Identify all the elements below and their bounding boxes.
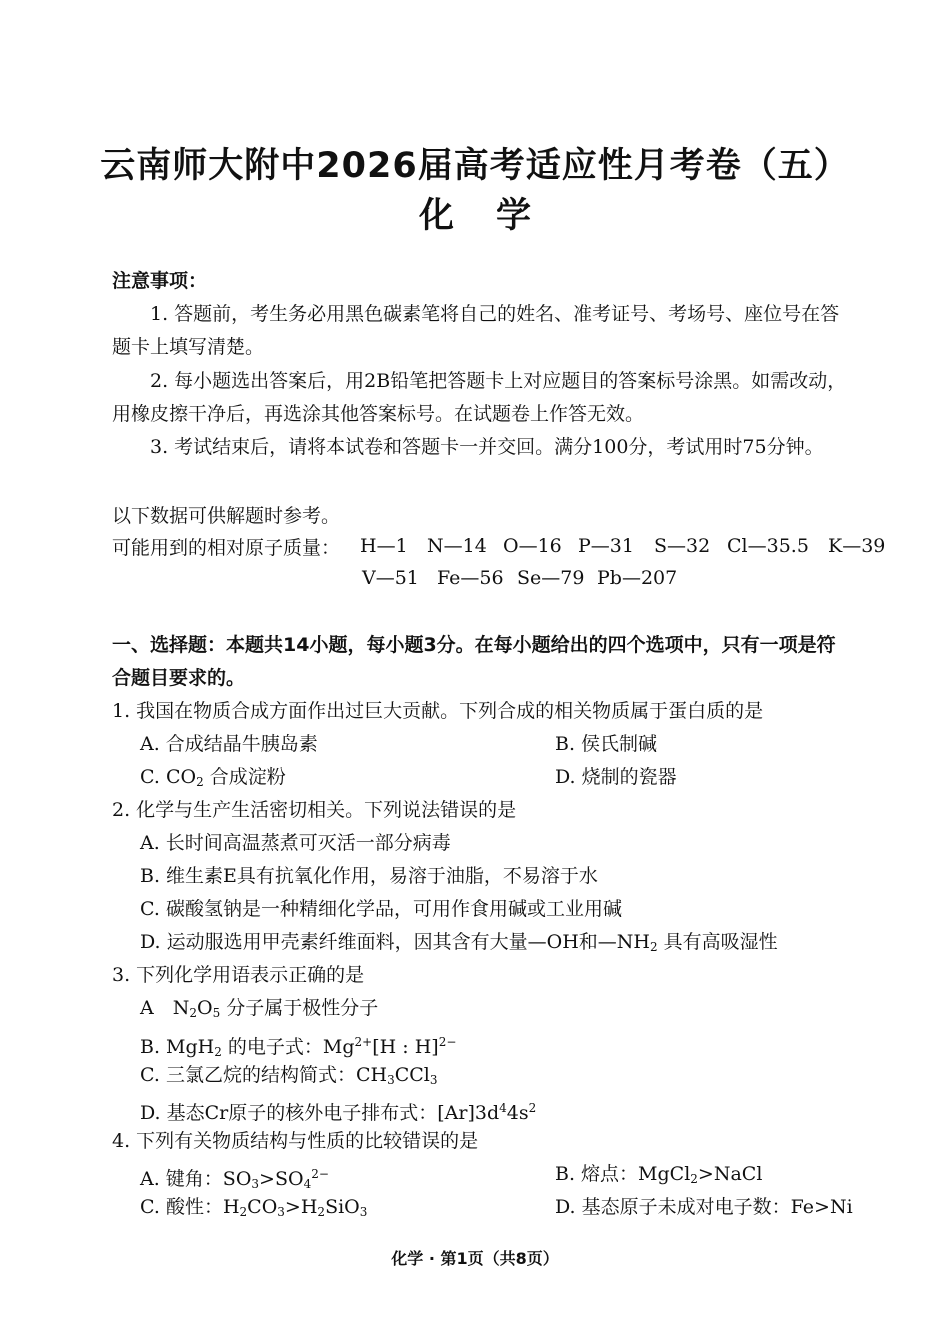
atomic-mass-label: 可能用到的相对原子质量： xyxy=(112,537,341,559)
q1-option-a: A. 合成结晶牛胰岛素 xyxy=(140,733,318,755)
atomic-mass-o: O—16 xyxy=(503,535,562,557)
atomic-mass-h: H—1 xyxy=(360,535,408,557)
q4-option-c: C. 酸性：$H_2CO_3>H_2SiO_3$ xyxy=(140,1196,368,1219)
q1-stem: 1. 我国在物质合成方面作出过巨大贡献。下列合成的相关物质属于蛋白质的是 xyxy=(112,700,764,722)
q3-option-d: D. 基态Cr原子的核外电子排布式：$[Ar]3d^44s^2$ xyxy=(140,1101,537,1124)
q4-option-a: A. 键角：$SO_3>SO_4^{2-}$ xyxy=(140,1167,329,1191)
notice-heading: 注意事项： xyxy=(112,270,208,292)
q1-option-d: D. 烧制的瓷器 xyxy=(555,766,677,788)
subject-title: 化学 xyxy=(418,196,573,236)
q4-stem: 4. 下列有关物质结构与性质的比较错误的是 xyxy=(112,1130,479,1152)
atomic-mass-k: K—39 xyxy=(828,535,886,557)
section-1-heading-line-2: 合题目要求的。 xyxy=(112,667,246,689)
q3-option-b: B. MgH$_2$ 的电子式：$Mg^{2+}[H$ : H]$^{2-}$ xyxy=(140,1035,457,1059)
atomic-mass-s: S—32 xyxy=(654,535,711,557)
reference-intro: 以下数据可供解题时参考。 xyxy=(112,505,341,527)
section-1-heading-line-1: 一、选择题：本题共14小题，每小题3分。在每小题给出的四个选项中，只有一项是符 xyxy=(112,634,836,656)
q4-option-b: B. 熔点：MgCl$_2$>NaCl xyxy=(555,1163,763,1186)
q3-stem: 3. 下列化学用语表示正确的是 xyxy=(112,964,365,986)
q1-option-c: C. $CO_2$ 合成淀粉 xyxy=(140,766,286,789)
atomic-mass-fe: Fe—56 xyxy=(437,567,504,589)
q2-stem: 2. 化学与生产生活密切相关。下列说法错误的是 xyxy=(112,799,517,821)
atomic-mass-cl: Cl—35.5 xyxy=(727,535,809,557)
q2-option-b: B. 维生素E具有抗氧化作用，易溶于油脂，不易溶于水 xyxy=(140,865,598,887)
notice-item-3: 3. 考试结束后，请将本试卷和答题卡一并交回。满分100分，考试用时75分钟。 xyxy=(150,436,824,458)
notice-item-1-line-1: 1. 答题前，考生务必用黑色碳素笔将自己的姓名、准考证号、考场号、座位号在答 xyxy=(150,303,840,325)
q1-option-b: B. 侯氏制碱 xyxy=(555,733,658,755)
q2-option-d: D. 运动服选用甲壳素纤维面料，因其含有大量—OH和$—NH_2$ 具有高吸湿性 xyxy=(140,931,778,954)
atomic-mass-pb: Pb—207 xyxy=(597,567,678,589)
notice-item-2-line-1: 2. 每小题选出答案后，用2B铅笔把答题卡上对应题目的答案标号涂黑。如需改动， xyxy=(150,370,847,392)
q2-option-a: A. 长时间高温蒸煮可灭活一部分病毒 xyxy=(140,832,451,854)
atomic-mass-p: P—31 xyxy=(578,535,634,557)
q3-option-c: C. 三氯乙烷的结构简式：$CH_3CCl_3$ xyxy=(140,1064,438,1087)
q4-option-d: D. 基态原子未成对电子数：Fe>Ni xyxy=(555,1196,853,1218)
notice-item-1-line-2: 题卡上填写清楚。 xyxy=(112,336,265,358)
q3-option-a: A $N_2O_5$ 分子属于极性分子 xyxy=(140,997,379,1020)
atomic-mass-se: Se—79 xyxy=(517,567,585,589)
atomic-mass-v: V—51 xyxy=(362,567,419,589)
notice-item-2-line-2: 用橡皮擦干净后，再选涂其他答案标号。在试题卷上作答无效。 xyxy=(112,403,645,425)
atomic-mass-n: N—14 xyxy=(427,535,487,557)
page-footer: 化学 · 第1页（共8页） xyxy=(391,1249,559,1268)
exam-title: 云南师大附中2026届高考适应性月考卷（五） xyxy=(100,146,850,186)
q2-option-c: C. 碳酸氢钠是一种精细化学品，可用作食用碱或工业用碱 xyxy=(140,898,622,920)
